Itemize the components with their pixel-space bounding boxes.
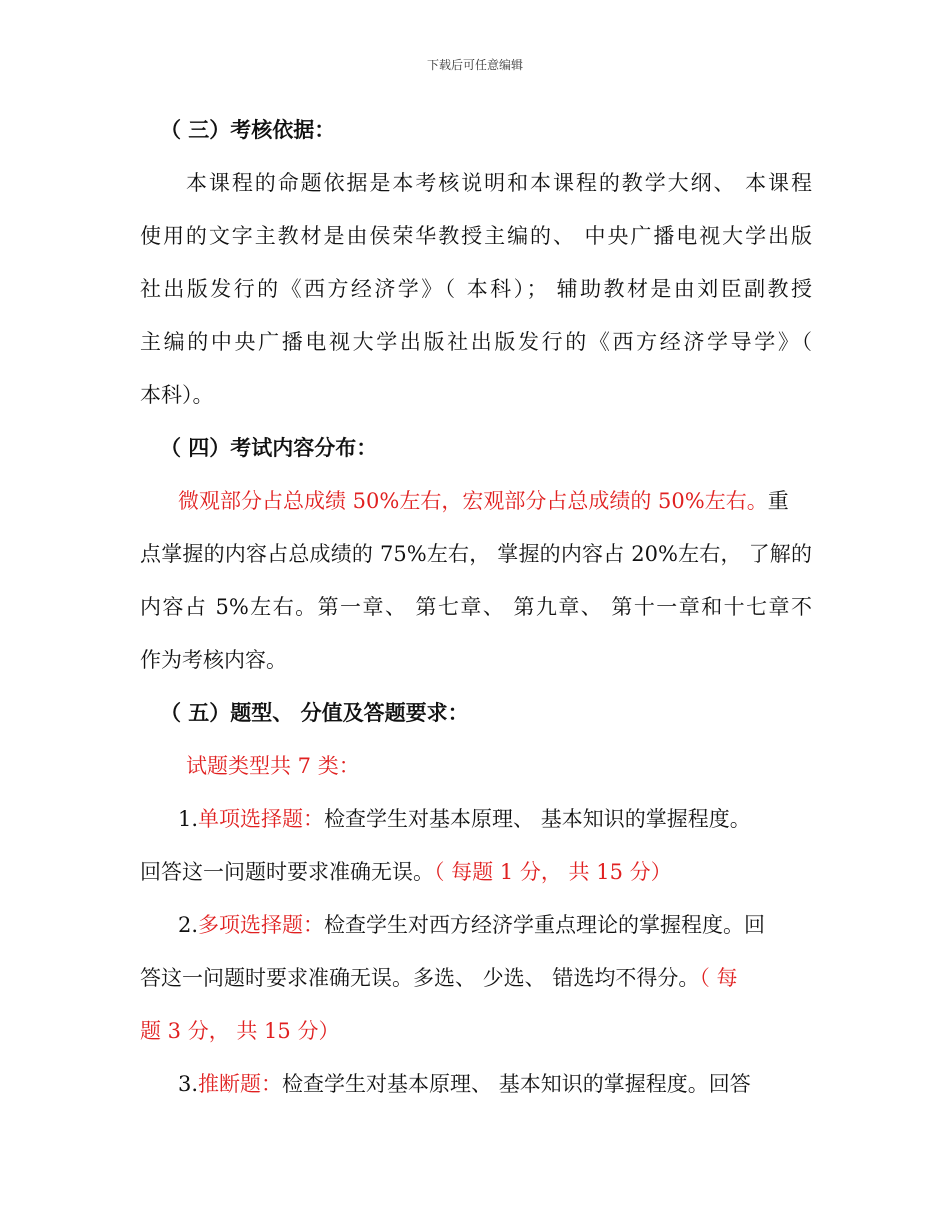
paragraph-line: 点掌握的内容占总成绩的 75%左右， 掌握的内容占 20%左右， 了解的	[140, 542, 812, 566]
question-type-item-3	[140, 1058, 812, 1111]
item-number: 2.	[178, 913, 199, 937]
item-score: （ 每	[699, 966, 738, 990]
item-desc-cont: 回答这一问题时要求准确无误。	[140, 860, 434, 884]
page-header: 下载后可任意编辑	[426, 58, 523, 72]
paragraph-line: 社出版发行的《西方经济学》（ 本科）； 辅助教材是由刘臣副教授	[140, 277, 812, 301]
paragraph-line: 使用的文字主教材是由侯荣华教授主编的、 中央广播电视大学出版	[140, 224, 812, 248]
item-score-cont: 题 3 分， 共 15 分）	[140, 1019, 340, 1043]
item-type: 推断题：	[198, 1072, 283, 1096]
item-desc-cont: 答这一问题时要求准确无误。多选、 少选、 错选均不得分。	[140, 966, 700, 990]
paragraph-line: 作为考核内容。	[140, 648, 287, 672]
item-type: 多项选择题：	[198, 913, 325, 937]
item-number: 1.	[178, 807, 199, 831]
question-types-intro: 试题类型共 7 类：	[186, 754, 360, 778]
item-score: （ 每题 1 分， 共 15 分）	[434, 860, 672, 884]
section-heading-5: （ 五）题型、 分值及答题要求：	[160, 701, 469, 725]
item-type: 单项选择题：	[198, 807, 325, 831]
item-number: 3.	[178, 1072, 199, 1096]
item-desc: 检查学生对西方经济学重点理论的掌握程度。回	[324, 913, 766, 937]
document-body	[140, 104, 812, 1111]
paragraph-line: 主编的中央广播电视大学出版社出版发行的《西方经济学导学》（	[140, 330, 812, 354]
paragraph-line: 内容占 5%左右。第一章、 第七章、 第九章、 第十一章和十七章不	[140, 595, 812, 619]
paragraph-line: 本课程的命题依据是本考核说明和本课程的教学大纲、 本课程	[186, 171, 812, 195]
item-desc: 检查学生对基本原理、 基本知识的掌握程度。回答	[282, 1072, 751, 1096]
question-type-item-1	[140, 793, 812, 846]
section-heading-3: （ 三）考核依据：	[160, 118, 336, 142]
paragraph-line	[140, 952, 812, 1005]
paragraph-line	[140, 475, 812, 528]
question-type-item-2	[140, 899, 812, 952]
highlighted-text: 微观部分占总成绩 50%左右，宏观部分占总成绩的 50%左右。	[178, 489, 768, 513]
item-desc: 检查学生对基本原理、 基本知识的掌握程度。	[324, 807, 751, 831]
paragraph-text: 重	[767, 489, 789, 513]
section-heading-4: （ 四）考试内容分布：	[160, 436, 378, 460]
paragraph-line: 本科）。	[140, 383, 214, 407]
paragraph-line	[140, 846, 812, 899]
